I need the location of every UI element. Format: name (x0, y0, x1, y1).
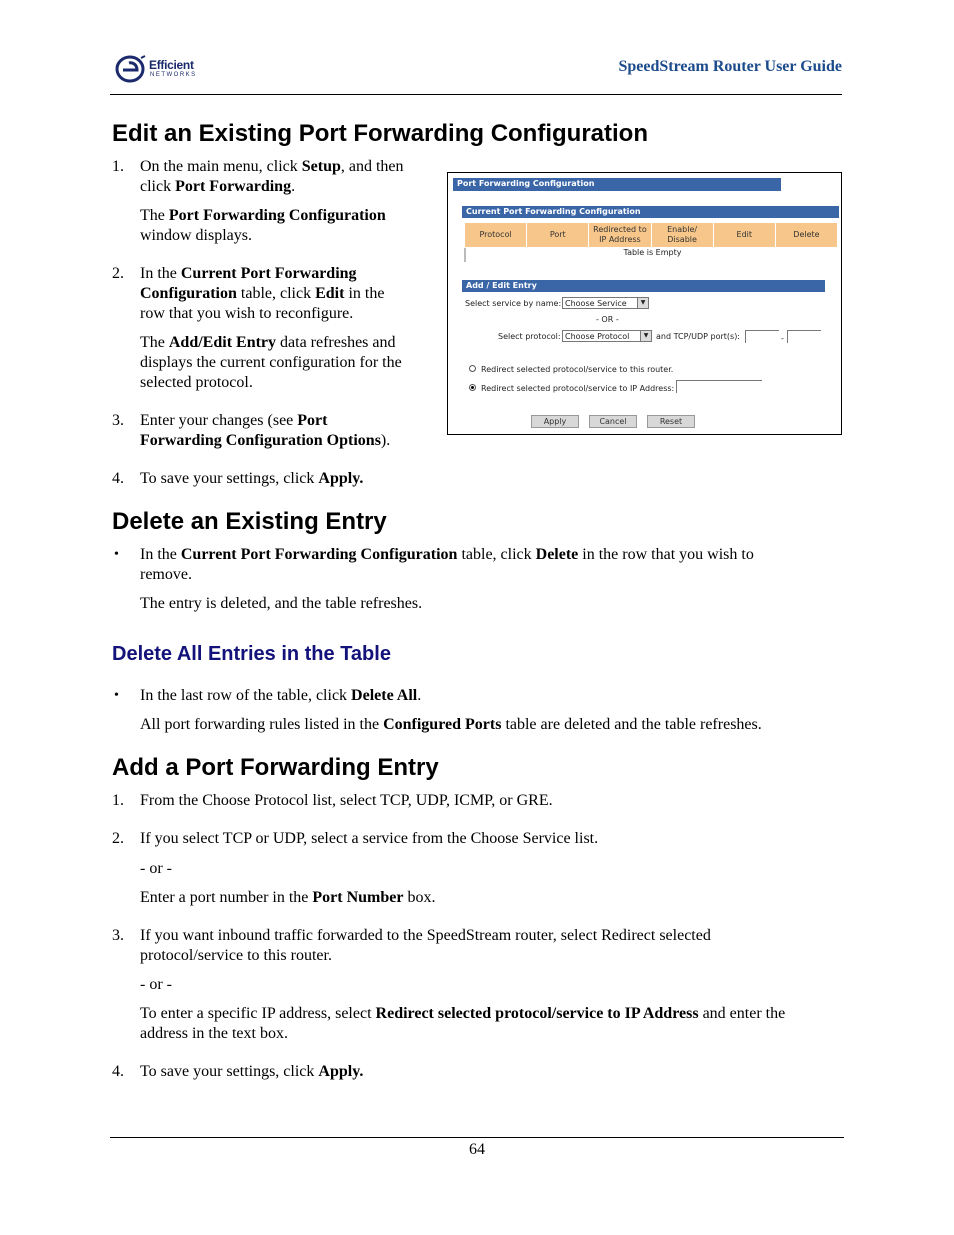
step-line: protocol/service to this router. (140, 947, 332, 964)
header-title: SpeedStream Router User Guide (618, 58, 842, 75)
apply-button[interactable]: Apply (531, 415, 579, 428)
step-number: 2. (112, 830, 124, 847)
service-label: Select service by name: (465, 299, 562, 308)
radio-ip-label: Redirect selected protocol/service to IP Address: (481, 384, 675, 393)
step-line: - or - (140, 976, 172, 993)
step-line: From the Choose Protocol list, select TCP, UDP, ICMP, or GRE. (140, 792, 553, 809)
service-select[interactable] (562, 297, 649, 309)
step-line: Enter a port number in the Port Number box. (140, 889, 436, 906)
bullet-icon: • (114, 688, 119, 703)
table-header-row (464, 223, 837, 247)
step-line: To enter a specific IP address, select Redirect selected protocol/service to IP Address and enter the (140, 1005, 786, 1022)
logo-word: Efficient (149, 58, 194, 72)
radio-router-label: Redirect selected protocol/service to this router. (481, 365, 674, 374)
step-number: 1. (112, 158, 124, 175)
port-forwarding-screenshot (447, 172, 842, 435)
step-note-line: The Add/Edit Entry data refreshes and (140, 334, 396, 351)
chevron-down-icon: ▼ (637, 298, 648, 308)
ip-address-input[interactable] (676, 380, 762, 393)
step-line: On the main menu, click Setup, and then (140, 158, 404, 175)
step-number: 4. (112, 470, 124, 487)
logo-sub: NETWORKS (150, 72, 197, 78)
col-enable: Enable/ Disable (651, 223, 713, 247)
table-empty-text: Table is Empty (464, 248, 839, 262)
bullet-icon: • (114, 547, 119, 562)
port-dash: - (781, 334, 784, 343)
col-protocol: Protocol (464, 223, 526, 247)
reset-button[interactable]: Reset (647, 415, 695, 428)
or-text: - OR - (596, 315, 619, 324)
step-line: If you want inbound traffic forwarded to the SpeedStream router, select Redirect selected (140, 927, 711, 944)
delete-note: The entry is deleted, and the table refreshes. (140, 595, 423, 612)
step-number: 2. (112, 265, 124, 282)
header-rule (110, 94, 842, 95)
step-line: In the Current Port Forwarding (140, 265, 357, 282)
col-port: Port (526, 223, 588, 247)
chevron-down-icon: ▼ (640, 331, 651, 341)
step-line: - or - (140, 860, 172, 877)
footer-rule (110, 1137, 844, 1138)
logo-e-icon (115, 54, 147, 84)
step-line: Forwarding Configuration Options). (140, 432, 391, 449)
port-end-input[interactable] (787, 330, 821, 343)
radio-redirect-router[interactable] (469, 365, 476, 372)
step-number: 1. (112, 792, 124, 809)
step-line: Configuration table, click Edit in the (140, 285, 385, 302)
note-line: All port forwarding rules listed in the Configured Ports table are deleted and the table refreshes. (140, 716, 762, 733)
step-line: Enter your changes (see Port (140, 412, 328, 429)
ports-label: and TCP/UDP port(s): (656, 332, 741, 341)
efficient-networks-logo (115, 54, 215, 84)
step-note-line: displays the current configuration for the (140, 354, 402, 371)
heading-delete-all: Delete All Entries in the Table (112, 643, 391, 665)
protocol-select[interactable] (562, 330, 652, 342)
current-config-bar: Current Port Forwarding Configuration (462, 206, 839, 218)
step-line: To save your settings, click Apply. (140, 470, 364, 487)
cancel-button[interactable]: Cancel (589, 415, 637, 428)
step-number: 3. (112, 927, 124, 944)
step-number: 4. (112, 1063, 124, 1080)
window-title-bar: Port Forwarding Configuration (453, 178, 781, 191)
step-line: If you select TCP or UDP, select a service from the Choose Service list. (140, 830, 599, 847)
step-number: 3. (112, 412, 124, 429)
add-edit-bar: Add / Edit Entry (462, 280, 825, 292)
heading-add: Add a Port Forwarding Entry (112, 754, 439, 781)
heading-delete: Delete an Existing Entry (112, 508, 387, 535)
step-note-line: selected protocol. (140, 374, 253, 391)
col-delete: Delete (775, 223, 837, 247)
service-select-value: Choose Service (565, 299, 627, 308)
port-start-input[interactable] (745, 330, 779, 343)
step-note-line: window displays. (140, 227, 252, 244)
step-line: To save your settings, click Apply. (140, 1063, 364, 1080)
heading-edit: Edit an Existing Port Forwarding Configuration (112, 120, 648, 147)
step-note-line: The Port Forwarding Configuration (140, 207, 386, 224)
step-line: address in the text box. (140, 1025, 288, 1042)
protocol-label: Select protocol: (498, 332, 561, 341)
bullet-line: In the last row of the table, click Delete All. (140, 687, 422, 704)
protocol-select-value: Choose Protocol (565, 332, 630, 341)
step-line: row that you wish to reconfigure. (140, 305, 354, 322)
step-line: click Port Forwarding. (140, 178, 296, 195)
radio-redirect-ip[interactable] (469, 384, 476, 391)
bullet-line: remove. (140, 566, 192, 583)
col-edit: Edit (713, 223, 775, 247)
page-number: 64 (469, 1141, 485, 1158)
bullet-line: In the Current Port Forwarding Configuration table, click Delete in the row that you wish to (140, 546, 754, 563)
col-redirected: Redirected to IP Address (588, 223, 650, 247)
